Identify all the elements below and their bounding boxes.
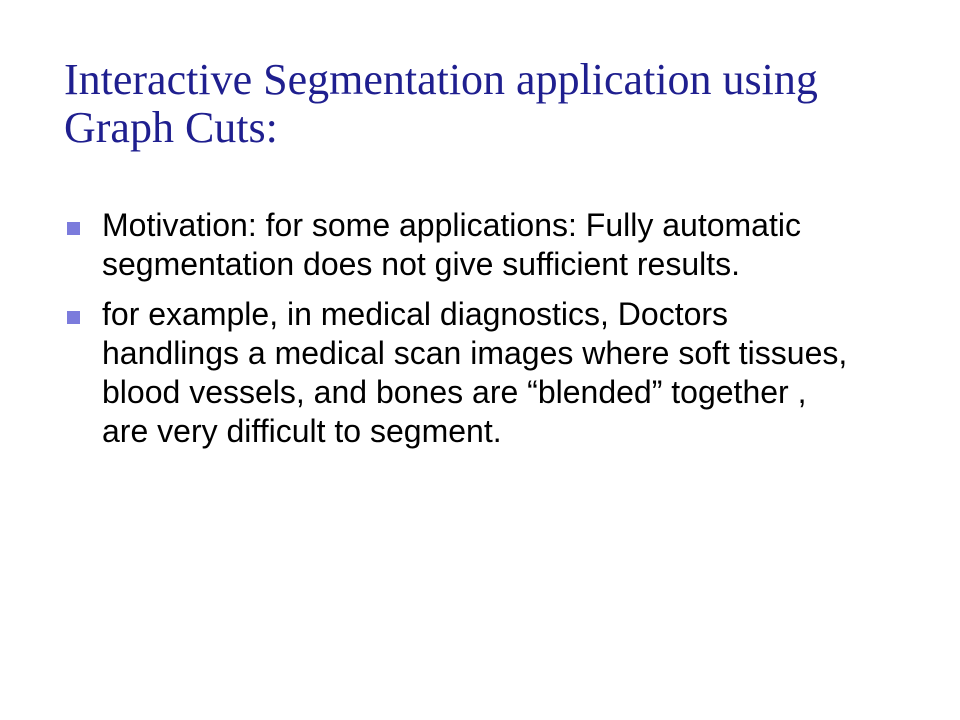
slide-title: Interactive Segmentation application using Graph Cuts:	[64, 55, 818, 152]
square-bullet-icon	[67, 311, 80, 324]
bullet-item-example	[64, 295, 854, 451]
square-bullet-icon	[67, 222, 80, 235]
bullet-item-motivation	[64, 206, 854, 284]
bullet-list	[64, 206, 854, 462]
bullet-text: for example, in medical diagnostics, Doctors handlings a medical scan images where soft tissues, blood vessels, and bones are “blended” together , are very difficult to segment.	[102, 296, 848, 449]
bullet-text: Motivation: for some applications: Fully automatic segmentation does not give sufficient results.	[102, 207, 801, 282]
